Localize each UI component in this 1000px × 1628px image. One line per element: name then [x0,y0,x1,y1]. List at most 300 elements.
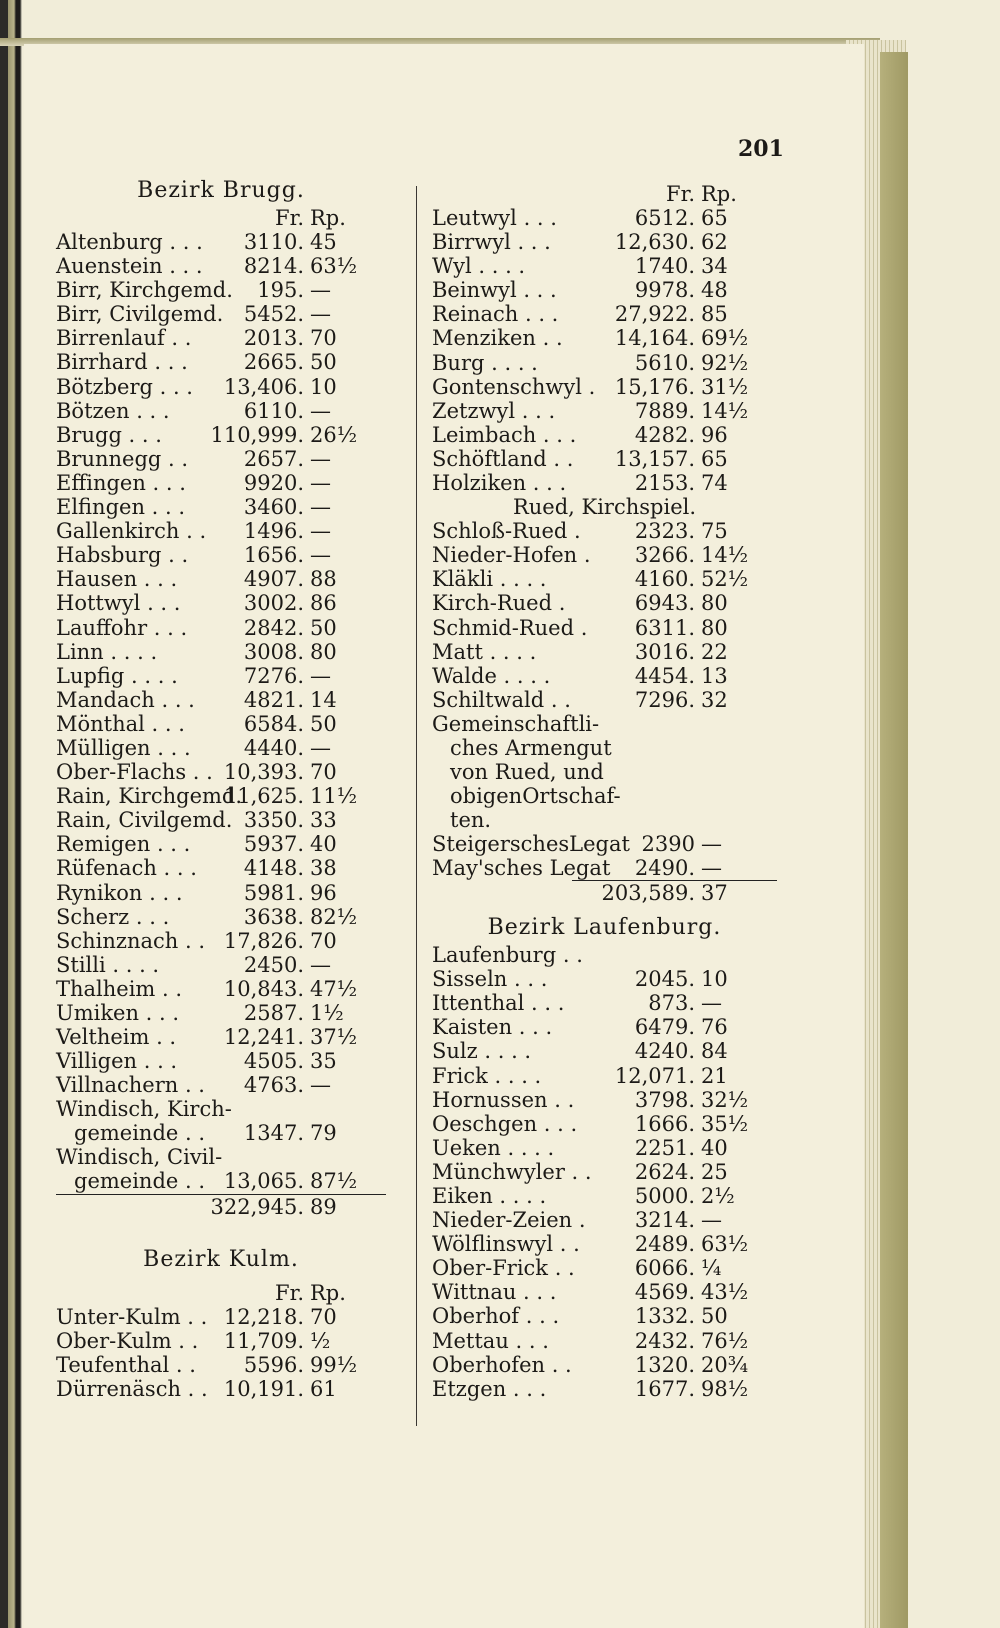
row-name: Oberhofen . . [432,1352,572,1377]
table-row [432,1039,777,1063]
row-name: Oeschgen . . . [432,1111,578,1136]
row-rp: — [310,278,331,303]
table-row [432,447,777,471]
row-fr: 11,709. [223,1328,304,1353]
table-row [432,1329,777,1353]
row-name: Mönthal . . . [56,711,185,736]
table-row [432,1136,777,1160]
row-rp: 34 [701,254,728,279]
table-row [432,616,777,640]
row-rp: 14½ [701,398,749,423]
row-fr: 5452. [243,302,304,327]
row-name: Zetzwyl . . . [432,398,556,423]
table-row [56,278,386,302]
row-fr: 2490. [634,855,695,880]
district-heading-laufenburg: Bezirk Laufenburg. [487,915,722,941]
row-rp: 26½ [310,422,358,447]
row-name: Wittnau . . . [432,1280,557,1305]
row-name: Villigen . . . [56,1049,178,1074]
table-row [56,1049,386,1073]
table-row [432,1377,777,1401]
row-fr: 2842. [243,615,304,640]
row-rp: 61 [310,1376,337,1401]
row-rp: 50 [310,350,337,375]
row-rp: 86 [310,591,337,616]
row-fr: 10,843. [223,976,304,1001]
row-rp: 35½ [701,1111,749,1136]
row-name: Schiltwald . . [432,687,571,712]
row-name: Münchwyler . . [432,1159,592,1184]
row-fr: 1666. [634,1111,695,1136]
row-rp: 40 [701,1135,728,1160]
table-row [432,832,777,856]
row-rp: 38 [310,856,337,881]
table-row [56,712,386,736]
table-row [56,1329,386,1353]
row-fr: 2624. [634,1159,695,1184]
row-name: Wyl . . . . [432,254,526,279]
row-rp: 1½ [310,1001,344,1025]
row-name: gemeinde . . [74,1169,206,1194]
row-fr: 5937. [243,832,304,857]
row-name: SteigerschesLegat [432,831,630,856]
row-rp: 20¾ [701,1352,749,1377]
row-fr: 12,630. [614,230,695,255]
row-rp: 70 [310,760,337,785]
row-fr: 3214. [634,1208,695,1233]
table-row [56,1001,386,1025]
table-row [432,1208,777,1232]
column-header [56,1281,386,1305]
row-name: Altenburg . . . [56,230,203,254]
row-fr: 6066. [634,1256,695,1281]
row-fr: 5981. [243,880,304,905]
row-name: Habsburg . . [56,543,189,568]
row-fr: 3798. [634,1087,695,1112]
row-rp: — [310,1073,331,1098]
row-rp: — [701,855,722,880]
table-row [432,640,777,664]
table-row [432,1160,777,1184]
row-rp: 50 [310,615,337,640]
row-fr: 6943. [634,591,695,616]
row-name: Birrwyl . . . [432,230,551,255]
table-row [56,447,386,471]
row-fr: 2045. [634,967,695,992]
row-rp: 22 [701,639,728,664]
row-fr: 2013. [243,326,304,351]
row-rp: 88 [310,567,337,592]
table-row [56,832,386,856]
row-name: Oberhof . . . [432,1304,560,1329]
row-fr: 6512. [634,206,695,230]
row-rp: 52½ [701,567,749,592]
table-row [56,905,386,929]
table-row [56,808,386,832]
row-fr: 3350. [243,808,304,833]
row-fr: 5000. [634,1184,695,1208]
row-rp: 96 [310,880,337,905]
row-fr: 13,157. [614,446,695,471]
row-name: Lauffohr . . . [56,615,188,640]
table-row [56,423,386,447]
rued-list [432,519,777,712]
row-name: Sulz . . . . [432,1039,532,1064]
table-row [56,977,386,1001]
row-name: Kläkli . . . . [432,567,547,592]
table-row [432,1304,777,1328]
table-row [56,664,386,688]
row-fr: 12,218. [223,1304,304,1329]
row-name: Elfingen . . . [56,495,186,520]
row-fr: 9920. [243,470,304,495]
windisch-civil-line1: Windisch, Civil- [56,1145,223,1170]
row-rp: 80 [701,591,728,616]
row-fr: 873. [648,991,695,1016]
row-fr: 110,999. [210,422,304,447]
row-rp: 65 [701,446,728,471]
row-rp: 11½ [310,784,358,809]
row-fr: 13,065. [223,1169,304,1194]
row-name: Ober-Kulm . . [56,1328,199,1353]
table-row [56,471,386,495]
table-row [432,967,777,991]
row-rp: — [310,735,331,760]
table-row [432,664,777,688]
row-name: Hornussen . . [432,1087,575,1112]
row-name: Frick . . . . [432,1063,542,1088]
table-row [56,1169,386,1194]
row-fr: 14,164. [614,326,695,351]
table-row [432,1353,777,1377]
row-rp: — [310,952,331,977]
row-rp: 43½ [701,1280,749,1305]
row-name: Rüfenach . . . [56,856,197,881]
kulm-continued-list [432,206,777,495]
table-row [56,953,386,977]
column-divider [416,186,417,1426]
row-name: Schöftland . . [432,446,574,471]
table-row [432,519,777,543]
table-row [56,254,386,278]
table-row [432,1184,777,1208]
row-fr: 6311. [634,615,695,640]
note-line: ches Armengut [450,735,612,760]
row-rp: 47½ [310,976,358,1001]
table-row [56,591,386,615]
table-row [56,326,386,350]
row-fr: 17,826. [223,928,304,953]
row-fr: 3110. [243,230,304,254]
row-fr: 6110. [243,398,304,423]
legate-list [432,832,777,880]
table-row [56,399,386,423]
table-row [56,519,386,543]
row-name: Rynikon . . . [56,880,183,905]
row-rp: 80 [310,639,337,664]
table-row [432,1064,777,1088]
row-rp: 74 [701,471,728,496]
row-fr: 11,625. [223,784,304,809]
row-fr: 1347. [243,1121,304,1146]
row-fr: 1496. [243,519,304,544]
row-name: Birrhard . . . [56,350,188,375]
row-name: Mandach . . . [56,687,195,712]
table-row [432,567,777,591]
table-row [432,206,777,230]
row-name: Ober-Frick . . [432,1256,575,1281]
table-row [432,1256,777,1280]
table-row [56,1121,386,1145]
table-row [56,616,386,640]
row-name: Villnachern . . [56,1073,205,1098]
row-name: gemeinde . . [74,1121,206,1146]
table-row [56,567,386,591]
row-rp: 70 [310,928,337,953]
row-fr: 7276. [243,663,304,688]
note-line: Gemeinschaftli- [432,711,600,736]
row-name: Birrenlauf . . [56,326,192,351]
header-rp: Rp. [310,1280,346,1305]
row-fr: 3266. [634,543,695,568]
district-heading-brugg: Bezirk Brugg. [137,178,305,203]
row-rp: 14½ [701,543,749,568]
row-fr: 4505. [243,1049,304,1074]
row-name: Scherz . . . [56,904,170,929]
row-fr: 195. [257,278,304,303]
row-name: Beinwyl . . . [432,278,557,303]
row-name: Matt . . . . [432,639,537,664]
book-cover-edge [880,52,908,1628]
row-name: Nieder-Hofen . [432,543,591,568]
row-rp: 63½ [310,254,358,279]
row-name: Nieder-Zeien . [432,1208,586,1233]
total-fr: 203,589. [601,881,695,906]
laufenburg-first: Laufenburg . . [432,943,583,968]
row-fr: 27,922. [614,302,695,327]
row-rp: 45 [310,230,337,254]
row-rp: — [701,1208,722,1233]
row-name: Auenstein . . . [56,254,203,279]
table-row [56,543,386,567]
row-rp: 85 [701,302,728,327]
row-name: Schloß-Rued . [432,519,581,544]
row-fr: 4821. [243,687,304,712]
total-rp: 89 [310,1194,337,1219]
header-rp: Rp. [701,182,737,206]
table-row [432,856,777,880]
row-rp: 33 [310,808,337,833]
table-row [432,1280,777,1304]
row-rp: 48 [701,278,728,303]
row-rp: 79 [310,1121,337,1146]
row-name: May'sches Legat [432,855,611,880]
row-fr: 4907. [243,567,304,592]
row-rp: 25 [701,1159,728,1184]
row-name: Walde . . . . [432,663,551,688]
row-name: Bötzen . . . [56,398,170,423]
row-rp: ¼ [701,1256,722,1281]
table-row [432,591,777,615]
row-fr: 1740. [634,254,695,279]
row-name: Rain, Civilgemd. [56,808,233,833]
table-row [432,302,777,326]
row-name: Schmid-Rued . [432,615,588,640]
row-name: Dürrenäsch . . [56,1376,208,1401]
row-fr: 2390 [641,831,695,856]
row-rp: 76½ [701,1328,749,1353]
row-fr: 4148. [243,856,304,881]
row-name: Rain, Kirchgemd. [56,784,243,809]
total-fr: 322,945. [210,1194,304,1219]
row-name: Bötzberg . . . [56,374,193,399]
row-name: Menziken . . [432,326,563,351]
header-rp: Rp. [310,206,346,230]
row-name: Birr, Kirchgemd. [56,278,233,303]
row-rp: 65 [701,206,728,230]
row-fr: 4440. [243,735,304,760]
row-name: Teufenthal . . [56,1352,196,1377]
table-row [432,423,777,447]
row-fr: 5610. [634,350,695,375]
row-rp: 70 [310,1304,337,1329]
row-rp: 84 [701,1039,728,1064]
row-fr: 7296. [634,687,695,712]
row-name: Lupfig . . . . [56,663,178,688]
header-fr: Fr. [666,182,695,206]
header-fr: Fr. [275,206,304,230]
row-name: Brunnegg . . [56,446,189,471]
row-fr: 10,191. [223,1376,304,1401]
row-name: Remigen . . . [56,832,191,857]
column-header [432,182,777,206]
row-name: Kaisten . . . [432,1015,553,1040]
row-rp: 98½ [701,1376,749,1401]
row-fr: 2153. [634,471,695,496]
row-fr: 5596. [243,1352,304,1377]
row-name: Stilli . . . . [56,952,160,977]
row-name: Ittenthal . . . [432,991,565,1016]
row-fr: 2587. [243,1001,304,1025]
row-rp: 10 [701,967,728,992]
table-row [56,375,386,399]
row-fr: 2323. [634,519,695,544]
row-fr: 15,176. [614,374,695,399]
row-rp: ½ [310,1328,331,1353]
row-rp: — [310,446,331,471]
row-name: Wölflinswyl . . [432,1232,580,1257]
row-fr: 4763. [243,1073,304,1098]
table-row [432,991,777,1015]
row-name: Kirch-Rued . [432,591,566,616]
row-name: Etzgen . . . [432,1376,547,1401]
row-fr: 4240. [634,1039,695,1064]
table-row [432,399,777,423]
row-fr: 3008. [243,639,304,664]
row-rp: 70 [310,326,337,351]
row-name: Ober-Flachs . . [56,760,213,785]
row-rp: 35 [310,1049,337,1074]
table-row [56,736,386,760]
table-row [56,688,386,712]
row-name: Hottwyl . . . [56,591,181,616]
row-rp: — [310,519,331,544]
table-row [56,1377,386,1401]
row-rp: — [701,831,722,856]
row-fr: 6584. [243,711,304,736]
table-row [56,302,386,326]
row-fr: 3002. [243,591,304,616]
table-row [432,471,777,495]
row-fr: 2432. [634,1328,695,1353]
table-row [432,543,777,567]
table-row [432,1232,777,1256]
row-rp: 14 [310,687,337,712]
table-row [56,1025,386,1049]
row-rp: 37½ [310,1025,358,1050]
row-name: Hausen . . . [56,567,178,592]
row-fr: 1332. [634,1304,695,1329]
row-name: Gontenschwyl . [432,374,596,399]
row-name: Effingen . . . [56,470,186,495]
row-fr: 12,241. [223,1025,304,1050]
table-row [56,881,386,905]
brugg-list [56,230,386,1097]
row-fr: 1320. [634,1352,695,1377]
page-number: 201 [738,136,784,162]
row-name: Linn . . . . [56,639,158,664]
row-fr: 1656. [243,543,304,568]
row-rp: 32 [701,687,728,712]
row-rp: 31½ [701,374,749,399]
table-row [56,760,386,784]
row-rp: — [310,663,331,688]
table-row [432,278,777,302]
row-rp: — [310,302,331,327]
row-rp: 10 [310,374,337,399]
row-rp: 50 [310,711,337,736]
column-header [56,206,386,230]
row-rp: 80 [701,615,728,640]
laufenburg-list [432,967,777,1401]
table-row [432,326,777,350]
table-row [432,1112,777,1136]
kulm-list [56,1305,386,1401]
row-rp: 96 [701,422,728,447]
row-name: Eiken . . . . [432,1184,547,1208]
windisch-kirch-line1: Windisch, Kirch- [56,1097,232,1122]
note-line: obigenOrtschaf- [450,783,621,808]
row-fr: 3460. [243,495,304,520]
table-row [56,1305,386,1329]
row-name: Leimbach . . . [432,422,577,447]
row-fr: 2657. [243,446,304,471]
note-line: von Rued, und [450,759,604,784]
row-fr: 2450. [243,952,304,977]
left-column [56,176,386,1401]
row-fr: 7889. [634,398,695,423]
row-fr: 1677. [634,1376,695,1401]
row-rp: 75 [701,519,728,544]
row-name: Ueken . . . . [432,1135,555,1160]
table-row [432,375,777,399]
table-row [432,1088,777,1112]
total-rp: 37 [701,881,728,906]
row-fr: 2251. [634,1135,695,1160]
row-rp: 63½ [701,1232,749,1257]
row-fr: 4454. [634,663,695,688]
table-row [56,1073,386,1097]
